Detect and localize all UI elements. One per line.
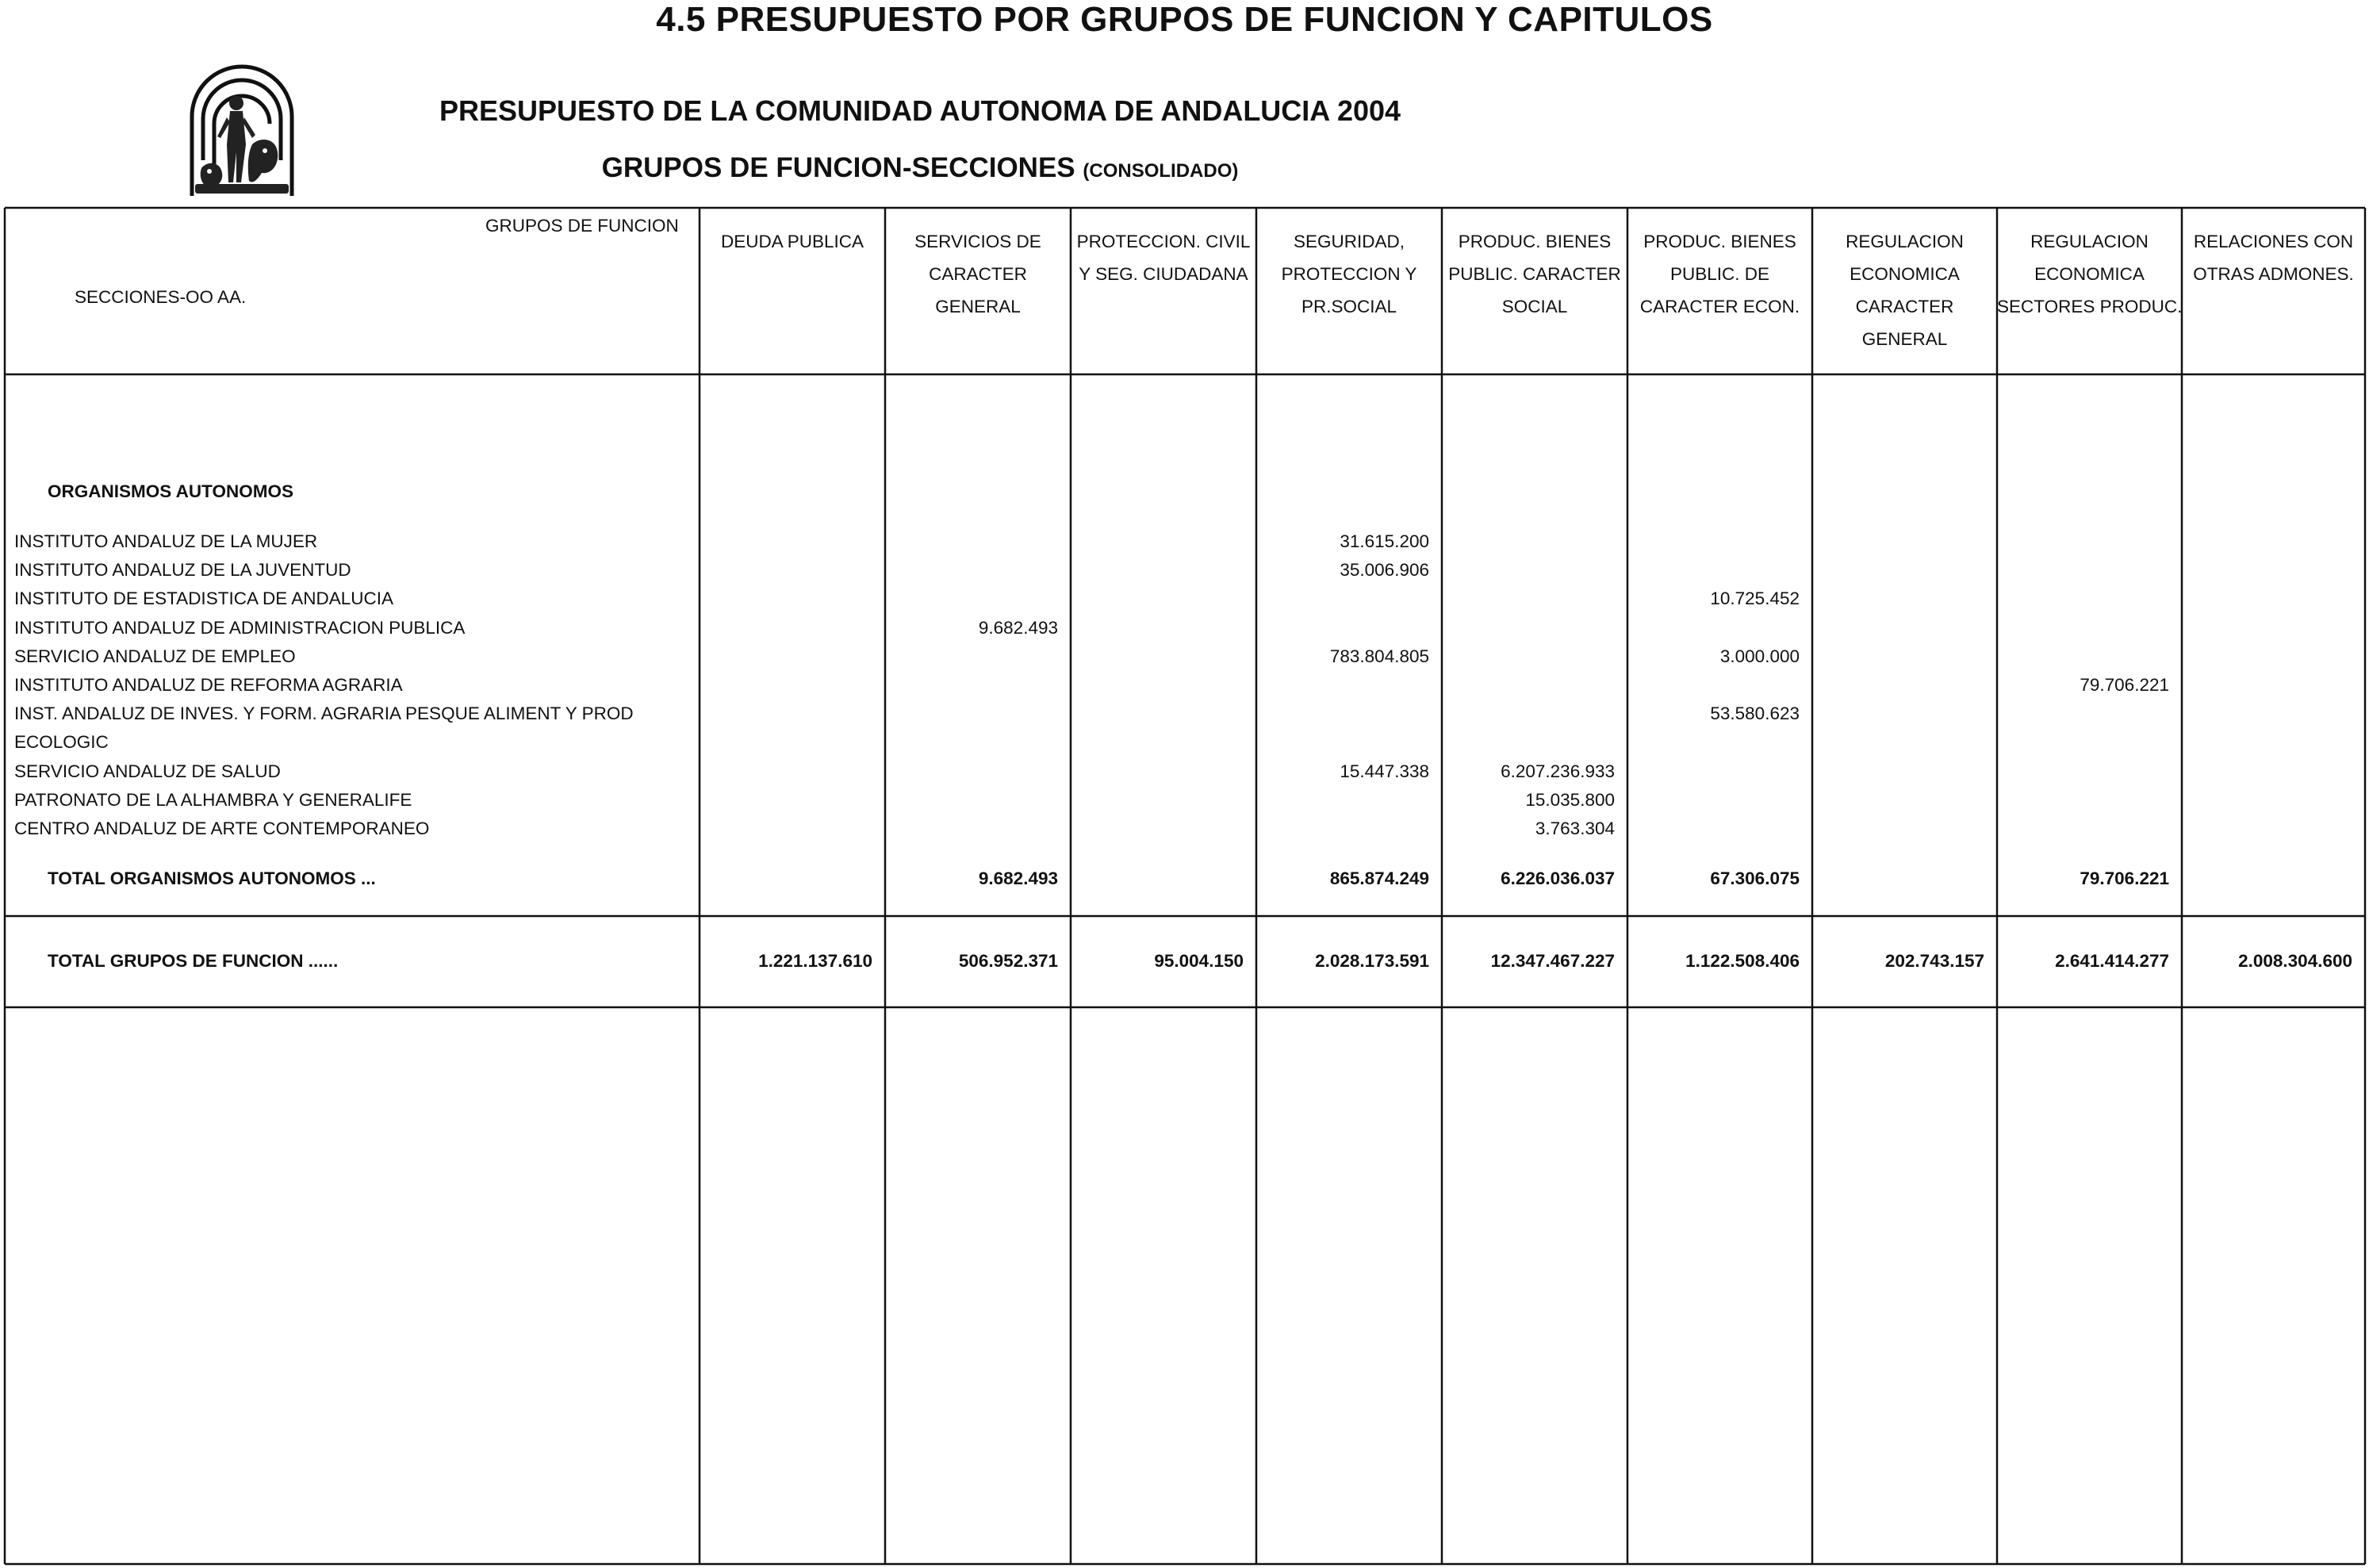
cell-value: 35.006.906 [1340, 560, 1429, 581]
column-header-line: SECTORES PRODUC. [1997, 297, 2183, 316]
total-value: 506.952.371 [958, 951, 1058, 971]
total-value: 2.028.173.591 [1315, 951, 1429, 971]
column-header-line: SOCIAL [1501, 297, 1568, 316]
corner-header-secciones: SECCIONES-OO AA. [75, 287, 247, 307]
cell-value: 783.804.805 [1329, 646, 1429, 666]
subtitle-consolidado [0, 151, 1840, 189]
column-header-line: GENERAL [1861, 329, 1948, 349]
total-grupos-label: TOTAL GRUPOS DE FUNCION ...... [48, 951, 339, 971]
column-header-line: REGULACION [1846, 232, 1964, 251]
column-header-1 [885, 225, 1071, 323]
column-header-line: PRODUC. BIENES [1643, 232, 1796, 251]
row-label: PATRONATO DE LA ALHAMBRA Y GENERALIFE [14, 789, 412, 810]
total-value: 67.306.075 [1710, 868, 1800, 888]
cell-value: 31.615.200 [1340, 531, 1429, 551]
total-oa-label: TOTAL ORGANISMOS AUTONOMOS ... [48, 868, 376, 888]
column-header-line: PROTECCION. CIVIL [1076, 232, 1251, 251]
total-value: 79.706.221 [2080, 868, 2169, 888]
total-value: 95.004.150 [1154, 951, 1244, 971]
corner-header-grupos: GRUPOS DE FUNCION [485, 216, 679, 236]
cell-value: 10.725.452 [1710, 588, 1800, 609]
cell-value: 15.035.800 [1525, 789, 1615, 810]
column-header-line: SEGURIDAD, [1293, 232, 1405, 251]
column-header-line: DEUDA PUBLICA [720, 232, 864, 251]
column-header-line: OTRAS ADMONES. [2193, 264, 2354, 284]
row-label: INST. ANDALUZ DE INVES. Y FORM. AGRARIA PESQUE ALIMENT Y PROD [14, 703, 634, 724]
column-header-7 [1997, 225, 2182, 323]
row-label: INSTITUTO ANDALUZ DE REFORMA AGRARIA [14, 675, 403, 695]
column-header-2 [1071, 225, 1256, 290]
cell-value: 53.580.623 [1710, 703, 1800, 724]
total-value: 2.641.414.277 [2055, 951, 2169, 971]
subtitle2-text: GRUPOS DE FUNCION-SECCIONES [601, 152, 1075, 183]
section-heading: ORGANISMOS AUTONOMOS [48, 481, 294, 501]
column-header-line: CARACTER [1855, 297, 1954, 316]
cell-value: 3.763.304 [1535, 819, 1615, 838]
column-header-line: REGULACION [2030, 232, 2149, 251]
row-label: ECOLOGIC [14, 732, 109, 753]
column-header-line: PROTECCION Y [1281, 264, 1417, 284]
row-label: INSTITUTO ANDALUZ DE LA MUJER [14, 531, 318, 551]
column-header-line: PUBLIC. CARACTER [1448, 264, 1621, 284]
total-value: 2.008.304.600 [2238, 951, 2352, 971]
cell-value: 3.000.000 [1719, 646, 1800, 666]
column-header-0 [700, 225, 885, 258]
column-header-line: CARACTER [929, 264, 1027, 284]
total-value: 865.874.249 [1329, 868, 1429, 888]
row-label: INSTITUTO DE ESTADISTICA DE ANDALUCIA [14, 588, 394, 609]
column-header-line: SERVICIOS DE [914, 232, 1041, 251]
column-header-line: PUBLIC. DE [1669, 264, 1770, 284]
row-label: SERVICIO ANDALUZ DE EMPLEO [14, 646, 296, 666]
column-header-8 [2182, 225, 2365, 290]
column-header-line: GENERAL [935, 297, 1021, 316]
total-value: 1.221.137.610 [758, 951, 872, 971]
column-header-line: PRODUC. BIENES [1458, 232, 1612, 251]
row-label: SERVICIO ANDALUZ DE SALUD [14, 761, 281, 781]
page-title: 4.5 PRESUPUESTO POR GRUPOS DE FUNCION Y CAPITULOS [656, 0, 1713, 39]
column-header-5 [1627, 225, 1812, 323]
total-value: 1.122.508.406 [1685, 951, 1800, 971]
total-value: 12.347.467.227 [1490, 951, 1615, 971]
cell-value: 79.706.221 [2080, 675, 2169, 695]
cell-value: 6.207.236.933 [1501, 761, 1615, 781]
subtitle2-small: (CONSOLIDADO) [1083, 160, 1239, 182]
total-value: 9.682.493 [978, 868, 1058, 888]
total-value: 202.743.157 [1884, 951, 1984, 971]
column-header-line: Y SEG. CIUDADANA [1079, 264, 1248, 284]
column-header-line: RELACIONES CON [2193, 232, 2354, 251]
cell-value: 9.682.493 [978, 617, 1058, 638]
column-header-4 [1442, 225, 1627, 323]
column-header-line: CARACTER ECON. [1639, 297, 1800, 316]
row-label: INSTITUTO ANDALUZ DE ADMINISTRACION PUBLICA [14, 617, 466, 638]
column-header-3 [1256, 225, 1442, 323]
column-header-line: ECONOMICA [1850, 264, 1960, 284]
column-header-line: ECONOMICA [2034, 264, 2145, 284]
total-value: 6.226.036.037 [1501, 868, 1615, 888]
row-label: CENTRO ANDALUZ DE ARTE CONTEMPORANEO [14, 819, 430, 838]
column-header-line: PR.SOCIAL [1301, 297, 1397, 316]
cell-value: 15.447.338 [1340, 761, 1429, 781]
subtitle: PRESUPUESTO DE LA COMUNIDAD AUTONOMA DE ANDALUCIA 2004 [439, 94, 1401, 127]
row-label: INSTITUTO ANDALUZ DE LA JUVENTUD [14, 560, 351, 581]
column-header-6 [1812, 225, 1997, 355]
